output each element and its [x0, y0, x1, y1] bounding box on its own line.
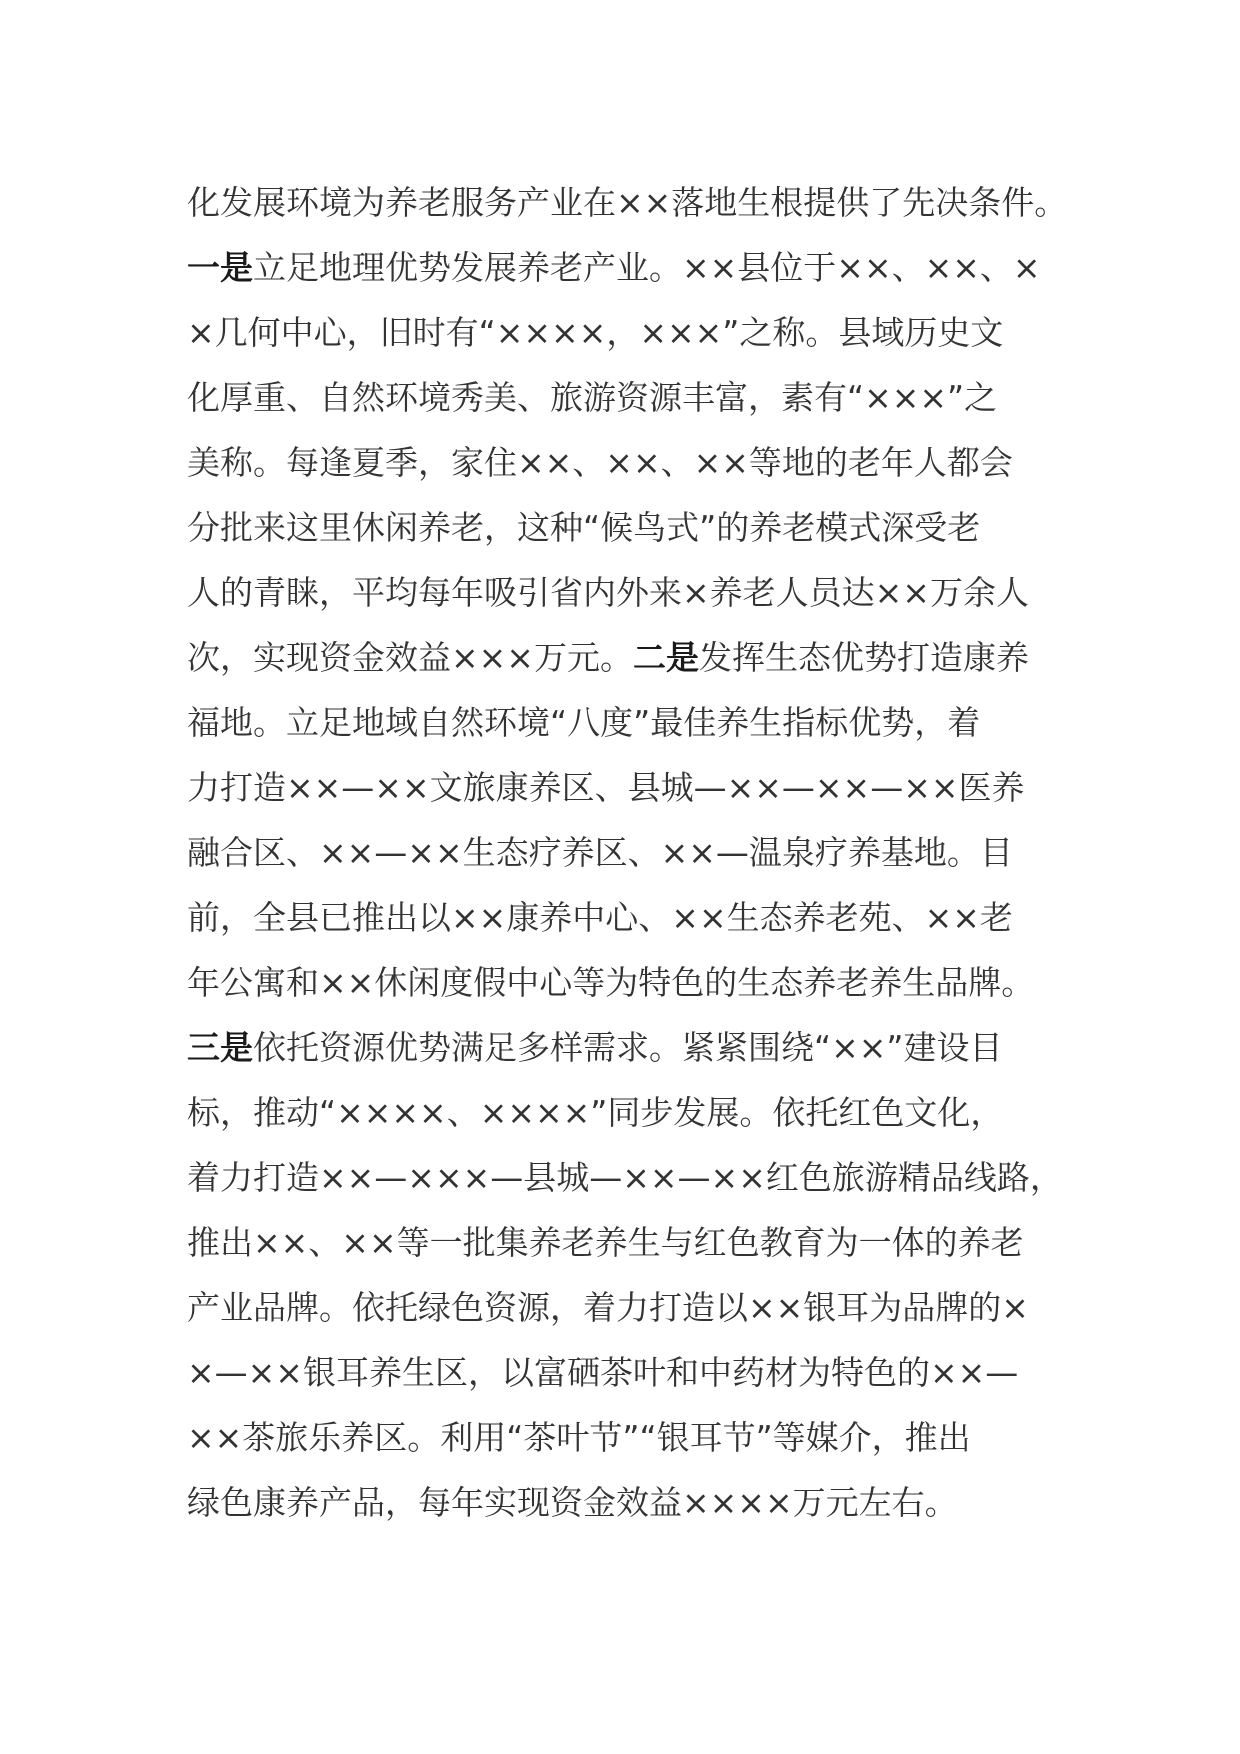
text-line — [187, 235, 1087, 300]
text-line: 分批来这里休闲养老，这种“候鸟式”的养老模式深受老 — [187, 508, 981, 547]
text-line: 人的青睐，平均每年吸引省内外来×养老人员达××万余人 — [187, 573, 1029, 612]
text-line: 着力打造××—×××—县城—××—××红色旅游精品线路， — [187, 1158, 1063, 1197]
text-segment: 次，实现资金效益×××万元。 — [187, 638, 633, 677]
text-line: 力打造××—××文旅康养区、县城—××—××—××医养 — [187, 768, 1025, 807]
text-line — [187, 625, 1087, 690]
body-paragraph — [187, 170, 1087, 1535]
text-line: 化发展环境为养老服务产业在××落地生根提供了先决条件。 — [187, 183, 1068, 222]
text-line: ×几何中心，旧时有“××××，×××”之称。县域历史文 — [187, 313, 1004, 352]
text-line: 福地。立足地域自然环境“八度”最佳养生指标优势，着 — [187, 703, 981, 742]
emphasis-second: 二是 — [632, 638, 699, 677]
text-line: 标，推动“××××、××××”同步发展。依托红色文化， — [187, 1093, 1004, 1132]
text-segment: 立足地理优势发展养老产业。××县位于××、××、× — [253, 248, 1041, 287]
text-line: 年公寓和××休闲度假中心等为特色的生态养老养生品牌。 — [187, 963, 1035, 1002]
text-segment: 依托资源优势满足多样需求。紧紧围绕“××”建设目 — [253, 1028, 1003, 1067]
text-line: 美称。每逢夏季，家住××、××、××等地的老年人都会 — [187, 443, 1013, 482]
text-line: ××茶旅乐养区。利用“茶叶节”“银耳节”等媒介，推出 — [187, 1418, 971, 1457]
text-segment: 发挥生态优势打造康养 — [698, 638, 1029, 677]
emphasis-first: 一是 — [187, 248, 253, 287]
text-line: 产业品牌。依托绿色资源，着力打造以××银耳为品牌的× — [187, 1288, 1029, 1327]
text-line: 推出××、××等一批集养老养生与红色教育为一体的养老 — [187, 1223, 1024, 1262]
text-line: ×—××银耳养生区，以富硒茶叶和中药材为特色的××— — [187, 1353, 1019, 1392]
text-line: 绿色康养产品，每年实现资金效益××××万元左右。 — [187, 1483, 958, 1522]
text-line: 前，全县已推出以××康养中心、××生态养老苑、××老 — [187, 898, 1013, 937]
emphasis-third: 三是 — [187, 1028, 253, 1067]
text-line: 融合区、××—××生态疗养区、××—温泉疗养基地。目 — [187, 833, 1013, 872]
text-line: 化厚重、自然环境秀美、旅游资源丰富，素有“×××”之 — [187, 378, 998, 417]
text-line — [187, 1015, 1087, 1080]
